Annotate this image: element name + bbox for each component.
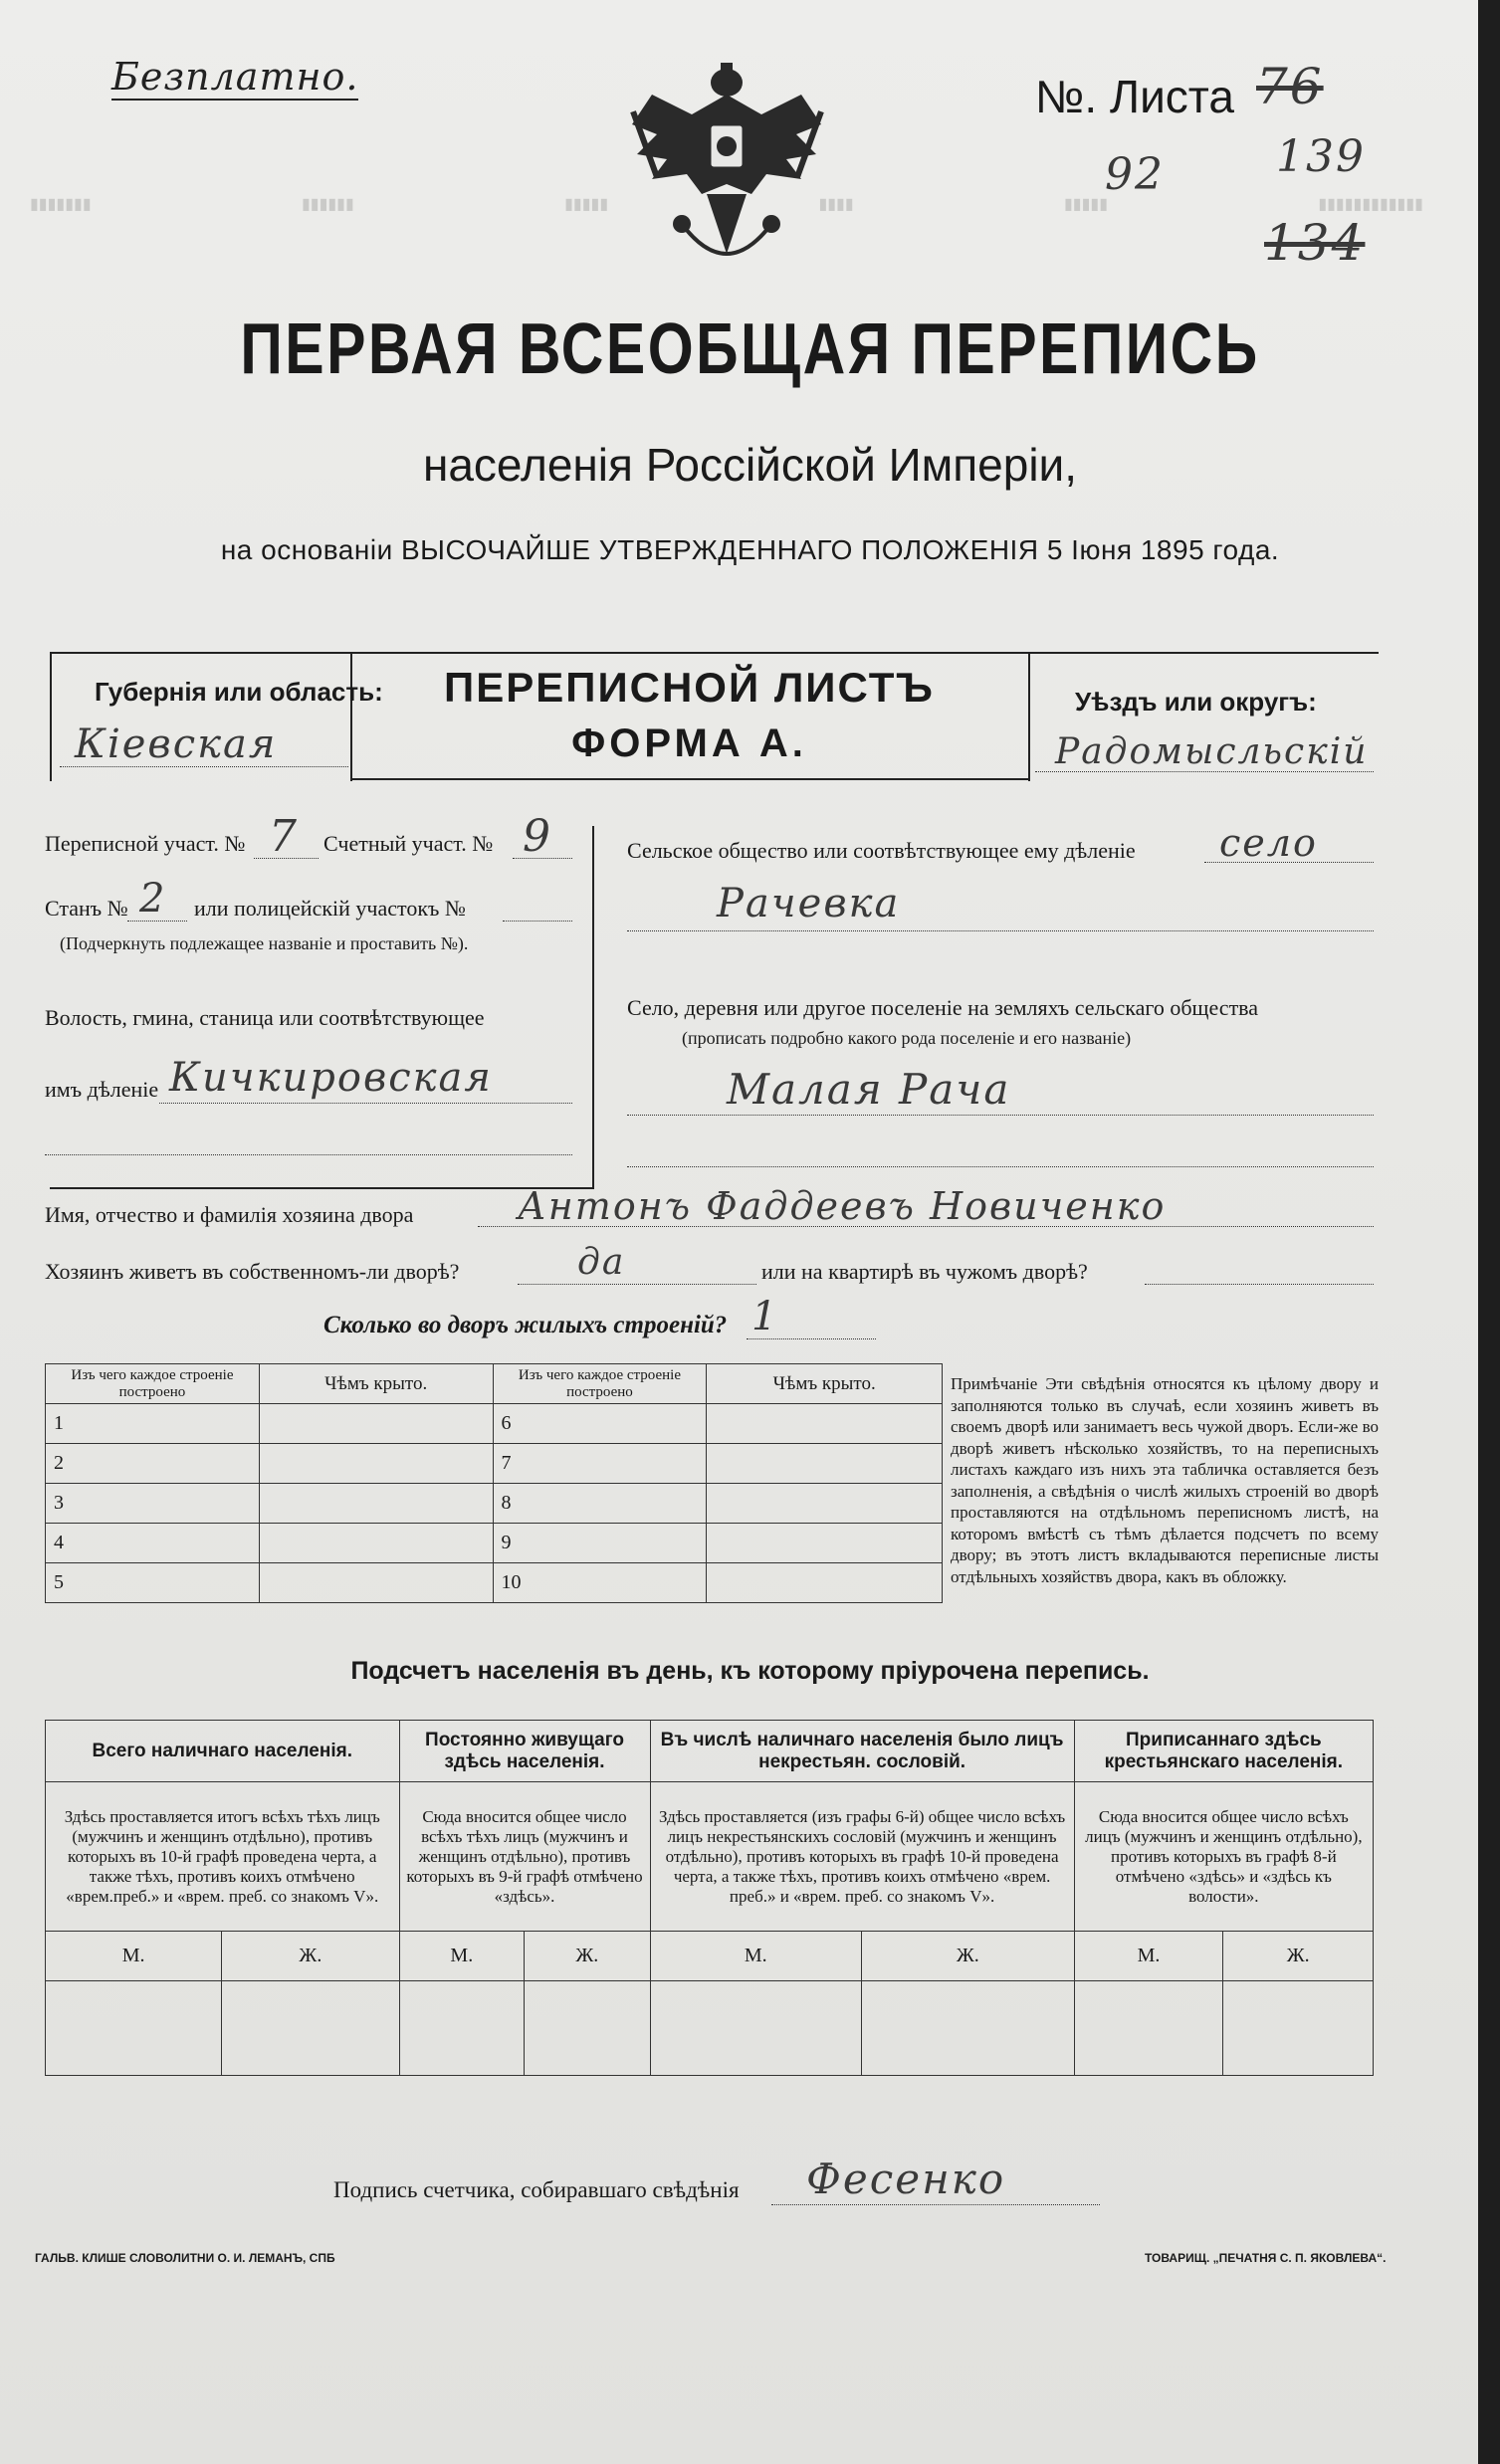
village-line-2: [627, 1166, 1374, 1167]
row-label: 8: [493, 1484, 707, 1524]
cell: [259, 1444, 493, 1484]
cell: [259, 1404, 493, 1444]
col-2-female: Ж.: [525, 1932, 650, 1981]
row-label: 10: [493, 1563, 707, 1603]
cell: [862, 1981, 1075, 2076]
census-section-label: Переписной участ. №: [45, 831, 246, 856]
village-note: (прописать подробно какого рода поселеніе и его названіе): [682, 1028, 1132, 1048]
population-col-2-title: Постоянно живущаго здѣсь населенія.: [399, 1721, 650, 1782]
frame-divider-2: [1028, 652, 1030, 781]
owner-name-line: [478, 1226, 1374, 1227]
row-label: 6: [493, 1404, 707, 1444]
sheet-number-hand-2: 92: [1105, 149, 1165, 200]
population-col-1-desc: Здѣсь проставляется итогъ всѣхъ тѣхъ лицъ (мужчинъ и женщинъ отдѣльно), противъ которыхъ въ 10-й графѣ проведена черта, а также тѣхъ, противъ коихъ отмѣчено «врем.преб.» и «врем. преб. со знакомъ V».: [46, 1782, 400, 1932]
sheet-number-hand-3: 134: [1264, 214, 1366, 272]
col-1-male: М.: [46, 1932, 222, 1981]
rented-line: [1145, 1284, 1374, 1285]
cell: [707, 1404, 943, 1444]
population-col-1-title: Всего наличнаго населенія.: [46, 1721, 400, 1782]
rented-label: или на квартирѣ въ чужомъ дворѣ?: [761, 1259, 1088, 1284]
owner-name-label: Имя, отчество и фамилія хозяина двора: [45, 1202, 414, 1227]
stan-line: [127, 921, 187, 922]
col-roof-header-2: Чѣмъ крыто.: [707, 1364, 943, 1404]
own-yard-line: [518, 1284, 756, 1285]
cell: [1074, 1981, 1223, 2076]
cell: [707, 1444, 943, 1484]
population-col-3-desc: Здѣсь проставляется (изъ графы 6-й) общее число всѣхъ лицъ некрестьянскихъ сословій (мужчинъ и женщинъ отдѣльно), противъ которыхъ въ графѣ 10-й проведена черта, а также тѣхъ, противъ коихъ отмѣчено «врем. преб.» и «врем. преб. со знакомъ V».: [650, 1782, 1074, 1932]
col-material-header: Изъ чего каждое строеніе построено: [46, 1364, 260, 1404]
row-label: 4: [46, 1524, 260, 1563]
district-line: [1035, 771, 1374, 772]
population-heading: Подсчетъ населенія въ день, къ которому пріурочена перепись.: [350, 1657, 1150, 1685]
volost-value: Кичкировская: [169, 1055, 493, 1101]
cell: [399, 1981, 525, 2076]
sheet-number-hand-1: 139: [1276, 131, 1366, 182]
cell: [707, 1524, 943, 1563]
col-1-female: Ж.: [222, 1932, 399, 1981]
sheet-number-struck: 76: [1256, 58, 1324, 115]
volost-label: Волость, гмина, станица или соотвѣтствующее: [45, 1005, 485, 1030]
free-label: Безплатно.: [111, 55, 359, 99]
society-value-2: Рачевка: [717, 881, 901, 926]
society-label: Сельское общество или соотвѣтствующее ему дѣленіе: [627, 838, 1136, 863]
province-value: Кіевская: [75, 721, 278, 767]
district-value: Радомысльскій: [1055, 731, 1369, 772]
row-label: 9: [493, 1524, 707, 1563]
own-yard-label: Хозяинъ живетъ въ собственномъ-ли дворѣ?: [45, 1259, 460, 1284]
cell: [707, 1563, 943, 1603]
population-col-4-title: Приписаннаго здѣсь крестьянскаго населенія.: [1074, 1721, 1373, 1782]
cell: [46, 1981, 222, 2076]
stan-note: (Подчеркнуть подлежащее названіе и проставить №).: [60, 933, 469, 953]
province-label: Губернія или область:: [95, 677, 383, 707]
signature-line: [771, 2204, 1100, 2205]
buildings-line: [747, 1338, 876, 1339]
society-line: [1204, 862, 1374, 863]
population-col-2-desc: Сюда вносится общее число всѣхъ тѣхъ лицъ (мужчинъ и женщинъ отдѣльно), противъ которыхъ въ 9-й графѣ отмѣчено «здѣсь».: [399, 1782, 650, 1932]
cell: [1223, 1981, 1374, 2076]
police-label: или полицейскій участокъ №: [194, 896, 466, 921]
row-label: 2: [46, 1444, 260, 1484]
row-label: 1: [46, 1404, 260, 1444]
block-bottom: [50, 1187, 593, 1189]
volost-line: [159, 1103, 572, 1104]
buildings-label: Сколько во дворъ жилыхъ строеній?: [323, 1312, 728, 1338]
buildings-table: [45, 1363, 943, 1603]
stan-label: Станъ №: [45, 896, 128, 921]
own-yard-value: да: [577, 1242, 626, 1283]
row-label: 5: [46, 1563, 260, 1603]
bleed-through: ▮▮▮▮▮▮▮ ▮▮▮▮▮▮ ▮▮▮▮▮ ▮▮▮▮ ▮▮▮▮▮ ▮▮▮▮▮▮▮▮▮▮▮▮: [30, 196, 1423, 213]
count-section-line: [513, 858, 572, 859]
cell: [259, 1484, 493, 1524]
population-table: [45, 1720, 1374, 2076]
signature-label: Подпись счетчика, собиравшаго свѣдѣнія: [333, 2177, 740, 2202]
cell: [650, 1981, 862, 2076]
census-section-line: [254, 858, 319, 859]
col-material-header-2: Изъ чего каждое строеніе построено: [493, 1364, 707, 1404]
count-section-value: 9: [523, 811, 552, 862]
cell: [222, 1981, 399, 2076]
col-2-male: М.: [399, 1932, 525, 1981]
col-roof-header: Чѣмъ крыто.: [259, 1364, 493, 1404]
main-title: ПЕРВАЯ ВСЕОБЩАЯ ПЕРЕПИСЬ: [240, 309, 1260, 389]
footer-left: ГАЛЬВ. КЛИШЕ СЛОВОЛИТНИ О. И. ЛЕМАНЪ, СПБ: [35, 2251, 335, 2265]
subtitle: населенія Россійской Имперіи,: [422, 439, 1078, 491]
block-divider: [592, 826, 594, 1189]
stan-value: 2: [139, 876, 167, 922]
cell: [259, 1524, 493, 1563]
society-value: село: [1219, 821, 1318, 865]
frame-bottom-mid: [350, 778, 1028, 780]
population-col-4-desc: Сюда вносится общее число всѣхъ лицъ (мужчинъ и женщинъ отдѣльно), противъ которыхъ въ графѣ 8-й отмѣчено «здѣсь» и «здѣсь къ волости».: [1074, 1782, 1373, 1932]
owner-name-value: Антонъ Фаддеевъ Новиченко: [518, 1184, 1167, 1228]
village-line: [627, 1115, 1374, 1116]
village-label: Село, деревня или другое поселеніе на земляхъ сельскаго общества: [627, 995, 1259, 1020]
basis-line: на основаніи ВЫСОЧАЙШЕ УТВЕРЖДЕННАГО ПОЛОЖЕНІЯ 5 Іюня 1895 года.: [220, 534, 1280, 565]
sheet-number-label: №. Листа: [1035, 71, 1234, 122]
village-value: Малая Рача: [727, 1065, 1011, 1114]
col-3-female: Ж.: [862, 1932, 1075, 1981]
volost-label-2: имъ дѣленіе: [45, 1077, 159, 1102]
row-label: 7: [493, 1444, 707, 1484]
cell: [525, 1981, 650, 2076]
volost-line-2: [45, 1154, 572, 1155]
col-3-male: М.: [650, 1932, 862, 1981]
signature-value: Фесенко: [806, 2155, 1006, 2203]
buildings-value: 1: [751, 1294, 779, 1339]
population-col-3-title: Въ числѣ наличнаго населенія было лицъ некрестьян. сословій.: [650, 1721, 1074, 1782]
cell: [707, 1484, 943, 1524]
col-4-male: М.: [1074, 1932, 1223, 1981]
police-line: [503, 921, 572, 922]
district-label: Уѣздъ или округъ:: [1075, 687, 1317, 717]
census-section-value: 7: [269, 811, 299, 862]
col-4-female: Ж.: [1223, 1932, 1374, 1981]
sheet-title: ПЕРЕПИСНОЙ ЛИСТЪ: [444, 664, 935, 711]
count-section-label: Счетный участ. №: [323, 831, 494, 856]
scan-edge: [1478, 0, 1500, 2464]
cell: [259, 1563, 493, 1603]
note-text: Примѣчаніе Эти свѣдѣнія относятся къ цѣлому двору и заполняются только въ случаѣ, если хозяинъ живетъ въ своемъ дворѣ или занимаетъ весь чужой дворъ. Если-же во дворѣ живетъ нѣсколько хозяйствъ, то на переписныхъ листахъ каждаго изъ нихъ эта табличка оставляется безъ заполненія, а свѣдѣнія о числѣ жилыхъ строеній во дворѣ проставляются на отдѣльномъ переписномъ листѣ, на которомъ вмѣстѣ съ тѣмъ дѣлается подсчетъ по всему двору; въ этотъ листъ вкладываются переписные листы отдѣльныхъ хозяйствъ двора, какъ въ обложку.: [951, 1374, 1379, 1586]
society-line-2: [627, 930, 1374, 931]
frame-left: [50, 652, 52, 781]
province-line: [60, 766, 348, 767]
footer-right: ТОВАРИЩ. „ПЕЧАТНЯ С. П. ЯКОВЛЕВА“.: [1145, 2251, 1387, 2265]
row-label: 3: [46, 1484, 260, 1524]
sheet-form: ФОРМА А.: [571, 721, 807, 765]
